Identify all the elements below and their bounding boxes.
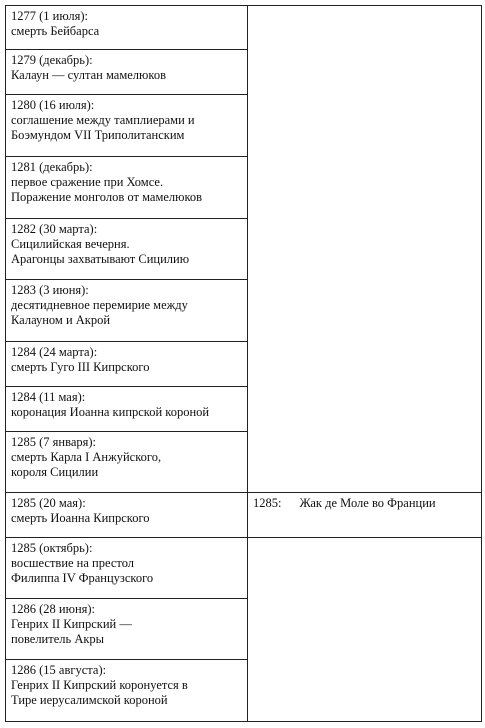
- event-text: восшествие на престол: [11, 556, 135, 570]
- event-date: 1286 (28 июня):: [11, 602, 96, 616]
- event-cell: [6, 599, 248, 660]
- event-text: десятидневное перемирие между: [11, 298, 188, 312]
- event-date: 1279 (декабрь):: [11, 53, 93, 67]
- table-row: [6, 493, 482, 538]
- event-text: Калауном и Акрой: [11, 313, 111, 327]
- event-date: 1285 (20 мая):: [11, 496, 86, 510]
- event-text: коронация Иоанна кипрской короной: [11, 405, 210, 419]
- event-cell: [6, 538, 248, 599]
- event-cell: [6, 50, 248, 95]
- event-text: Сицилийская вечерня.: [11, 237, 130, 251]
- event-date: 1286 (15 августа):: [11, 663, 107, 677]
- event-date: 1285 (октябрь):: [11, 541, 93, 555]
- event-cell: [6, 342, 248, 387]
- event-cell: [6, 95, 248, 157]
- event-date: 1285 (7 января):: [11, 435, 97, 449]
- event-cell: [6, 6, 248, 50]
- table-row: [6, 6, 482, 50]
- event-cell: [6, 660, 248, 722]
- event-text: Тире иерусалимской короной: [11, 693, 168, 707]
- event-text: Арагонцы захватывают Сицилию: [11, 252, 190, 266]
- event-cell: [6, 387, 248, 432]
- parallel-event-year: 1285:: [253, 496, 282, 510]
- event-text: Генрих II Кипрский —: [11, 617, 132, 631]
- event-date: 1283 (3 июня):: [11, 283, 89, 297]
- parallel-event-text: Жак де Моле во Франции: [299, 496, 436, 510]
- event-text: Боэмундом VII Триполитанским: [11, 128, 185, 142]
- parallel-event: [253, 496, 475, 511]
- event-text: соглашение между тамплиерами и: [11, 113, 195, 127]
- event-date: 1280 (16 июля):: [11, 98, 95, 112]
- event-text: смерть Карла I Анжуйского,: [11, 450, 162, 464]
- event-cell: [6, 432, 248, 493]
- event-text: смерть Гуго III Кипрского: [11, 360, 150, 374]
- event-cell: [6, 280, 248, 342]
- parallel-event-cell: [248, 493, 482, 538]
- right-column-empty-top: [248, 6, 482, 493]
- event-text: Генрих II Кипрский коронуется в: [11, 678, 188, 692]
- event-date: 1277 (1 июля):: [11, 9, 89, 23]
- event-text: Калаун — султан мамелюков: [11, 68, 166, 82]
- event-text: смерть Бейбарса: [11, 24, 100, 38]
- event-cell: [6, 219, 248, 280]
- table-row: [6, 538, 482, 599]
- event-text: Поражение монголов от мамелюков: [11, 190, 203, 204]
- event-text: короля Сицилии: [11, 465, 99, 479]
- event-date: 1284 (11 мая):: [11, 390, 86, 404]
- event-date: 1281 (декабрь):: [11, 160, 93, 174]
- event-text: Филиппа IV Французского: [11, 571, 154, 585]
- right-column-empty-bottom: [248, 538, 482, 722]
- event-text: смерть Иоанна Кипрского: [11, 511, 150, 525]
- event-text: повелитель Акры: [11, 632, 105, 646]
- event-date: 1284 (24 марта):: [11, 345, 98, 359]
- event-date: 1282 (30 марта):: [11, 222, 98, 236]
- event-cell: [6, 157, 248, 219]
- chronology-table: [5, 5, 482, 722]
- event-cell: [6, 493, 248, 538]
- event-text: первое сражение при Хомсе.: [11, 175, 164, 189]
